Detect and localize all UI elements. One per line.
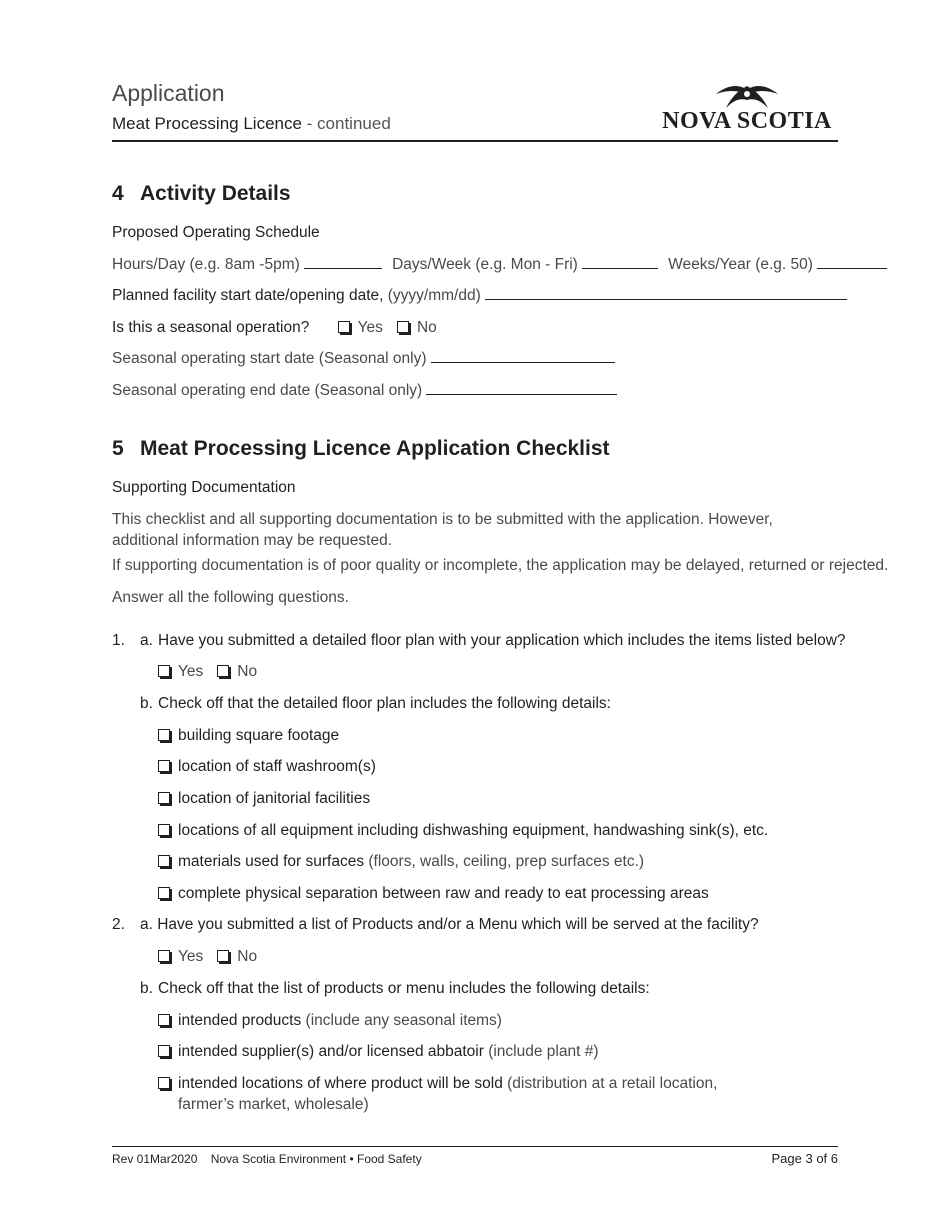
checkbox-icon[interactable]	[158, 950, 170, 962]
q1-item[interactable]: complete physical separation between raw and ready to eat processing areas	[158, 885, 709, 903]
start-date-field[interactable]	[485, 298, 847, 300]
intro-paragraph-2: If supporting documentation is of poor quality or incomplete, the application may be delayed, returned or rejected.	[112, 557, 889, 574]
q2-item-continuation: farmer’s market, wholesale)	[178, 1096, 369, 1113]
seasonal-question-row: Is this a seasonal operation? Yes No	[112, 319, 437, 336]
q2-item[interactable]: intended supplier(s) and/or licensed abbatoir (include plant #)	[158, 1043, 598, 1061]
q1-no-option[interactable]: No	[217, 663, 257, 680]
footer-divider	[112, 1146, 838, 1147]
nova-scotia-logo	[656, 82, 838, 134]
seasonal-yes-option[interactable]: Yes	[338, 319, 383, 336]
hours-per-day-field[interactable]	[304, 267, 382, 269]
seasonal-start-field[interactable]	[431, 361, 615, 363]
seasonal-end-row: Seasonal operating end date (Seasonal only)	[112, 382, 617, 400]
checkbox-icon[interactable]	[217, 665, 229, 677]
seasonal-end-field[interactable]	[426, 393, 617, 395]
checkbox-icon[interactable]	[338, 321, 350, 333]
q1-item[interactable]: location of staff washroom(s)	[158, 758, 376, 776]
checkbox-icon[interactable]	[158, 665, 170, 677]
q2-yes-option[interactable]: Yes	[158, 948, 203, 965]
page-number: Page 3 of 6	[771, 1151, 838, 1166]
checkbox-icon[interactable]	[158, 855, 170, 867]
question-1-options	[158, 663, 257, 681]
q1-item[interactable]: locations of all equipment including dishwashing equipment, handwashing sink(s), etc.	[158, 822, 768, 840]
checkbox-icon[interactable]	[397, 321, 409, 333]
checkbox-icon[interactable]	[217, 950, 229, 962]
checkbox-icon[interactable]	[158, 1077, 170, 1089]
supporting-docs-label: Supporting Documentation	[112, 479, 296, 496]
section-4-heading: 4 Activity Details	[112, 182, 291, 205]
q1-item[interactable]: location of janitorial facilities	[158, 790, 370, 808]
q2-item[interactable]: intended products (include any seasonal items)	[158, 1012, 502, 1030]
q2-no-option[interactable]: No	[217, 948, 257, 965]
intro-paragraph-3: Answer all the following questions.	[112, 589, 349, 606]
question-2-options	[158, 948, 257, 966]
intro-paragraph-1: This checklist and all supporting documentation is to be submitted with the application. However, additional information may be requested.	[112, 511, 773, 549]
checkbox-icon[interactable]	[158, 1014, 170, 1026]
q2-item[interactable]: intended locations of where product will be sold (distribution at a retail location,	[158, 1075, 717, 1093]
checkbox-icon[interactable]	[158, 824, 170, 836]
checkbox-icon[interactable]	[158, 887, 170, 899]
schedule-fields-row: Hours/Day (e.g. 8am -5pm) Days/Week (e.g. Mon - Fri) Weeks/Year (e.g. 50)	[112, 256, 887, 274]
page-title: Application	[112, 80, 225, 106]
seasonal-no-option[interactable]: No	[397, 319, 437, 336]
question-2b: b. Check off that the list of products or menu includes the following details:	[140, 980, 650, 997]
seasonal-start-row: Seasonal operating start date (Seasonal only)	[112, 350, 615, 368]
question-1b: b. Check off that the detailed floor plan includes the following details:	[140, 695, 611, 712]
section-5-heading: 5 Meat Processing Licence Application Checklist	[112, 437, 610, 460]
schedule-label: Proposed Operating Schedule	[112, 224, 320, 241]
weeks-per-year-field[interactable]	[817, 267, 887, 269]
checkbox-icon[interactable]	[158, 1045, 170, 1057]
q1-yes-option[interactable]: Yes	[158, 663, 203, 680]
start-date-row: Planned facility start date/opening date, (yyyy/mm/dd)	[112, 287, 847, 305]
checkbox-icon[interactable]	[158, 760, 170, 772]
q1-item[interactable]: materials used for surfaces (floors, walls, ceiling, prep surfaces etc.)	[158, 853, 644, 871]
footer-revision: Rev 01Mar2020 Nova Scotia Environment • Food Safety	[112, 1152, 422, 1166]
q1-item[interactable]: building square footage	[158, 727, 339, 745]
checkbox-icon[interactable]	[158, 729, 170, 741]
page-subtitle: Meat Processing Licence - continued	[112, 114, 391, 133]
checkbox-icon[interactable]	[158, 792, 170, 804]
days-per-week-field[interactable]	[582, 267, 658, 269]
logo-wordmark: NOVA SCOTIA	[662, 108, 832, 134]
question-2a: 2. a. Have you submitted a list of Products and/or a Menu which will be served at the facility?	[112, 916, 759, 933]
question-1a: 1. a. Have you submitted a detailed floor plan with your application which includes the items listed below?	[112, 632, 846, 649]
header-divider	[112, 140, 838, 142]
